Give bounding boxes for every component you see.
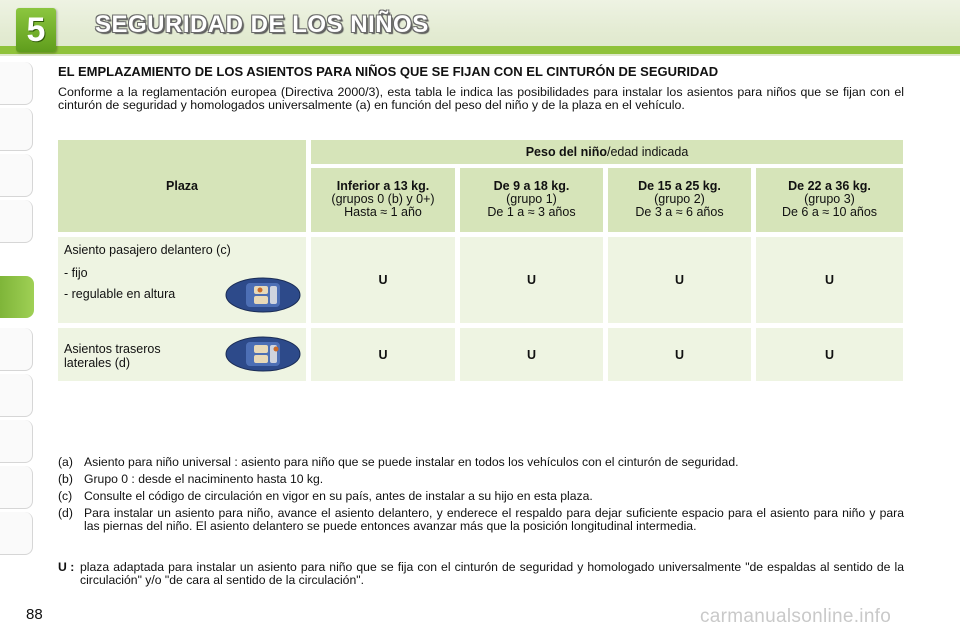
chapter-tab-9[interactable] — [0, 466, 33, 509]
column-age: De 6 a ≈ 10 años — [781, 205, 878, 219]
table-cell-value: U — [311, 328, 455, 381]
weight-header-cell — [311, 140, 903, 164]
chapter-tab-1[interactable] — [0, 62, 33, 105]
footnote-d — [58, 507, 904, 533]
header-accent-line — [0, 46, 960, 54]
column-age: De 3 a ≈ 6 años — [635, 205, 724, 219]
table-cell-value: U — [460, 237, 603, 323]
column-title: De 9 a 18 kg. — [493, 179, 570, 193]
chapter-tab-7[interactable] — [0, 374, 33, 417]
table-cell-value: U — [311, 237, 455, 323]
chapter-tab-8[interactable] — [0, 420, 33, 463]
row-rear-seat-label-cell — [58, 328, 306, 381]
footnote-c — [58, 490, 904, 503]
column-group: (grupos 0 (b) y 0+) — [331, 192, 435, 206]
u-definition-key: U : — [58, 560, 75, 574]
column-group: (grupo 3) — [804, 192, 855, 206]
chapter-number: 5 — [26, 11, 46, 49]
column-header-2 — [460, 168, 603, 232]
column-age: Hasta ≈ 1 año — [344, 205, 422, 219]
intro-paragraph: Conforme a la reglamentación europea (Directiva 2000/3), esta tabla le indica las posibilidades para instalar los asientos para niños que se fijan con el cinturón de seguridad y homologados universalmente (a) en función del peso del niño y de la plaza en el vehículo. — [58, 85, 904, 112]
u-definition-text: plaza adaptada para instalar un asiento para niño que se fija con el cinturón de seguridad y homologado universalmente "de espaldas al sentido de la circulación" y/o "de cara al sentido de la circulación". — [80, 560, 904, 587]
chapter-badge — [16, 8, 56, 52]
column-header-4 — [756, 168, 903, 232]
watermark: carmanualsonline.info — [700, 606, 892, 627]
car-front-seat-icon — [224, 275, 302, 315]
column-title: De 22 a 36 kg. — [788, 179, 871, 193]
footnote-key: (d) — [58, 506, 73, 520]
chapter-tabs — [0, 62, 36, 572]
column-title: De 15 a 25 kg. — [638, 179, 721, 193]
column-group: (grupo 1) — [506, 192, 557, 206]
chapter-tab-10[interactable] — [0, 512, 33, 555]
footnote-text: Grupo 0 : desde el naciminento hasta 10 kg. — [84, 472, 324, 486]
chapter-tab-3[interactable] — [0, 154, 33, 197]
weight-header-rest: /edad indicada — [606, 145, 689, 159]
row-label-line2: laterales (d) — [64, 356, 130, 370]
footnote-b — [58, 473, 904, 486]
chapter-tab-4[interactable] — [0, 200, 33, 243]
plaza-header-cell — [58, 140, 306, 232]
section-title: EL EMPLAZAMIENTO DE LOS ASIENTOS PARA NIÑOS QUE SE FIJAN CON EL CINTURÓN DE SEGURIDAD — [58, 64, 719, 79]
footnote-key: (c) — [58, 489, 73, 503]
u-definition — [58, 561, 904, 587]
car-rear-seat-icon — [224, 334, 302, 374]
column-age: De 1 a ≈ 3 años — [487, 205, 576, 219]
table-cell-value: U — [756, 328, 903, 381]
row-sub-adjustable: - regulable en altura — [64, 287, 176, 301]
column-header-1 — [311, 168, 455, 232]
row-front-seat-label-cell — [58, 237, 306, 323]
column-group: (grupo 2) — [654, 192, 705, 206]
column-header-3 — [608, 168, 751, 232]
footnote-key: (b) — [58, 472, 73, 486]
table-cell-value: U — [608, 237, 751, 323]
chapter-title: SEGURIDAD DE LOS NIÑOS — [95, 11, 429, 38]
footnote-text: Consulte el código de circulación en vigor en su país, antes de instalar a su hijo en esta plaza. — [84, 489, 593, 503]
footnote-text: Asiento para niño universal : asiento para niño que se puede instalar en todos los vehículos con el cinturón de seguridad. — [84, 455, 739, 469]
plaza-header: Plaza — [166, 179, 198, 193]
page-number: 88 — [26, 606, 43, 623]
table-cell-value: U — [756, 237, 903, 323]
footnote-text: Para instalar un asiento para niño, avance el asiento delantero, y enderece el respaldo para dejar suficiente espacio para el asiento para niño y para las piernas del niño. El asiento delantero se puede entonces avanzar más que la posición longitudinal intermedia. — [84, 506, 904, 533]
table-cell-value: U — [608, 328, 751, 381]
row-label: Asiento pasajero delantero (c) — [64, 243, 231, 257]
chapter-tab-6[interactable] — [0, 328, 33, 371]
row-sub-fixed: - fijo — [64, 266, 88, 280]
table-cell-value: U — [460, 328, 603, 381]
footnote-key: (a) — [58, 455, 73, 469]
column-title: Inferior a 13 kg. — [336, 179, 430, 193]
weight-header-bold: Peso del niño — [525, 145, 607, 159]
chapter-tab-5-active[interactable] — [0, 276, 34, 318]
row-label-line1: Asientos traseros — [64, 342, 161, 356]
footnote-a — [58, 456, 904, 469]
chapter-tab-2[interactable] — [0, 108, 33, 151]
footnotes — [58, 456, 904, 537]
